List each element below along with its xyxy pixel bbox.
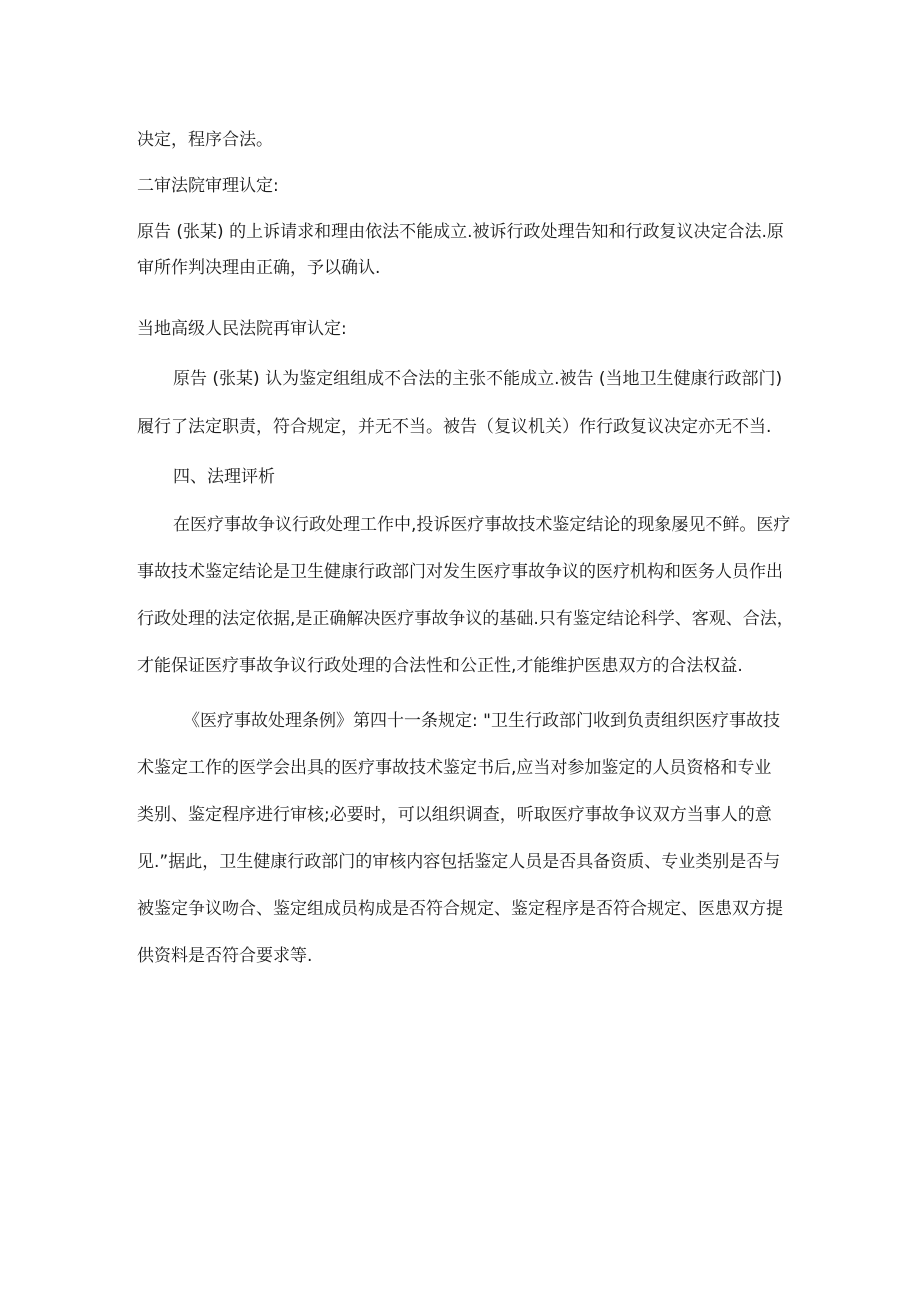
text-line: 《医疗事故处理条例》第四十一条规定: "卫生行政部门收到负责组织医疗事故技 — [183, 711, 780, 731]
text-line: 被鉴定争议吻合、鉴定组成员构成是否符合规定、鉴定程序是否符合规定、医患双方提 — [137, 899, 783, 919]
text-line: 决定，程序合法。 — [137, 130, 273, 150]
text-line: 原告 (张某) 认为鉴定组组成不合法的主张不能成立.被告 (当地卫生健康行政部门) — [173, 369, 783, 389]
text-line: 在医疗事故争议行政处理工作中,投诉医疗事故技术鉴定结论的现象屡见不鲜。医疗 — [173, 515, 791, 535]
text-line: 才能保证医疗事故争议行政处理的合法性和公正性,才能维护医患双方的合法权益. — [137, 656, 743, 676]
text-line: 四、法理评析 — [173, 467, 275, 487]
paragraph-decision-procedure — [137, 122, 787, 158]
paragraph-analysis-body — [137, 507, 794, 684]
text-line: 类别、鉴定程序进行审核;必要时，可以组织调查，听取医疗事故争议双方当事人的意 — [137, 805, 772, 825]
text-line: 审所作判决理由正确，予以确认. — [137, 258, 381, 278]
text-line: 事故技术鉴定结论是卫生健康行政部门对发生医疗事故争议的医疗机构和医务人员作出 — [137, 562, 783, 582]
text-line: 履行了法定职责，符合规定，并无不当。被告（复议机关）作行政复议决定亦无不当. — [137, 417, 772, 437]
text-line: 供资料是否符合要求等. — [137, 946, 313, 966]
text-line: 二审法院审理认定: — [137, 176, 279, 196]
heading-second-instance — [137, 168, 787, 204]
paragraph-second-instance-finding — [137, 214, 787, 286]
text-line: 见.”据此，卫生健康行政部门的审核内容包括鉴定人员是否具备资质、专业类别是否与 — [137, 852, 781, 872]
paragraph-regulation-citation — [137, 703, 787, 974]
section-heading-legal-analysis — [137, 459, 787, 495]
text-line: 原告 (张某) 的上诉请求和理由依法不能成立.被诉行政处理告知和行政复议决定合法.原 — [137, 222, 784, 242]
heading-retrial — [137, 311, 787, 347]
text-line: 当地高级人民法院再审认定: — [137, 319, 347, 339]
paragraph-retrial-finding — [137, 361, 787, 445]
text-line: 术鉴定工作的医学会出具的医疗事故技术鉴定书后,应当对参加鉴定的人员资格和专业 — [137, 758, 772, 778]
text-line: 行政处理的法定依据,是正确解决医疗事故争议的基础.只有鉴定结论科学、客观、合法， — [137, 609, 794, 629]
